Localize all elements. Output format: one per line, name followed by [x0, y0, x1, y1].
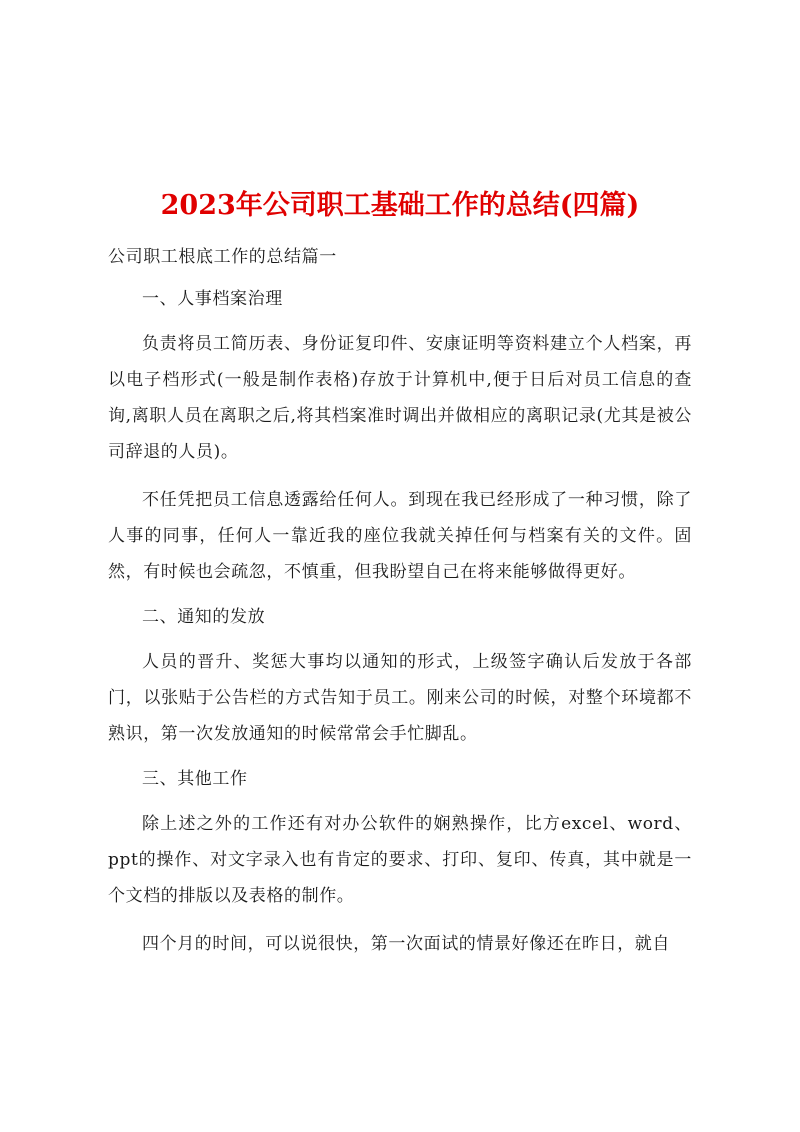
paragraph-other-work-2: 四个月的时间，可以说很快，第一次面试的情景好像还在昨日，就自	[142, 934, 670, 954]
document-body	[108, 242, 692, 974]
paragraph-notices-1: 人员的晋升、奖惩大事均以通知的形式，上级签字确认后发放于各部门，以张贴于公告栏的方式告知于员工。刚来公司的时候，对整个环境都不熟识，第一次发放通知的时候常常会手忙脚乱。	[108, 652, 692, 744]
paragraph-other-work-1: 除上述之外的工作还有对办公软件的娴熟操作，比方excel、word、ppt的操作、对文字录入也有肯定的要求、打印、复印、传真，其中就是一个文档的排版以及表格的制作。	[108, 814, 692, 906]
intro-heading: 公司职工根底工作的总结篇一	[108, 247, 337, 267]
paragraph-personnel-files-2: 不任凭把员工信息透露给任何人。到现在我已经形成了一种习惯，除了人事的同事，任何人一靠近我的座位我就关掉任何与档案有关的文件。固然，有时候也会疏忽，不慎重，但我盼望自己在将来能够做得更好。	[108, 490, 692, 582]
paragraph-personnel-files-1: 负责将员工简历表、身份证复印件、安康证明等资料建立个人档案，再以电子档形式(一般是制作表格)存放于计算机中,便于日后对员工信息的查询,离职人员在离职之后,将其档案准时调出并做相应的离职记录(尤其是被公司辞退的人员)。	[108, 334, 692, 462]
section-heading-personnel-files: 一、人事档案治理	[142, 289, 283, 309]
document-title: 2023年公司职工基础工作的总结(四篇)	[160, 190, 640, 222]
section-heading-notices: 二、通知的发放	[142, 607, 266, 627]
section-heading-other-work: 三、其他工作	[142, 769, 248, 789]
